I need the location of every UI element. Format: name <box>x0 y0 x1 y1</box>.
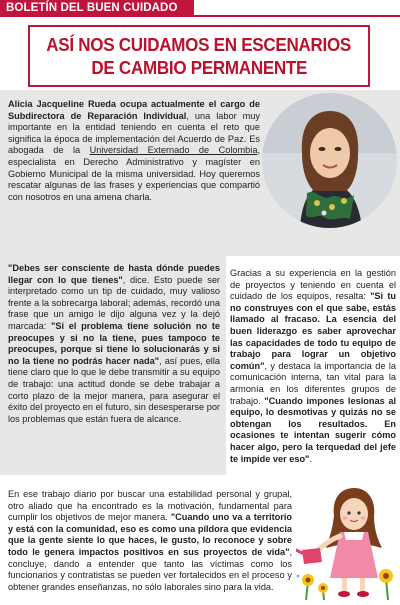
gardening-girl-illustration <box>296 478 400 600</box>
intro-text-1: , una labor muy importante en la entidad teniendo en cuenta el reto que significa la época de implementación del Acuerdo de Paz. Es abogada de la <box>8 110 261 156</box>
bottom-text-1: En ese trabajo diario por buscar una estabilidad personal y grupal, otro aliado que ha encontrado es la motivación, fundamental para cumplir los objetivos de mejor manera. <box>8 489 292 523</box>
title-line-1: ASÍ NOS CUIDAMOS EN ESCENARIOS <box>46 34 352 55</box>
left-text-1: , dice. Esto puede ser interpretado como un tip de cuidado, muy valioso frente a la sobrecarga laboral; además, recordó una frase que un amigo le dijo alguna vez y la dejó marcada: <box>8 274 220 331</box>
intro-text-2: , especialista en Derecho Administrativo y magíster en Gobierno Municipal de la misma universidad. Hoy queremos rescatar algunas de las frases y experiencias que compartió con nosotros en una amena charla. <box>8 145 260 202</box>
left-quote-1: "Debes ser consciente de hasta dónde puedes llegar con lo que tienes" <box>8 263 220 285</box>
right-column <box>230 268 396 465</box>
right-text-3: . <box>309 453 312 464</box>
bottom-paragraph <box>8 489 292 593</box>
intro-bold: Alicia Jacqueline Rueda ocupa actualmente el cargo de Subdirectora de Reparación Individual <box>8 99 260 121</box>
portrait-photo <box>262 93 397 228</box>
right-quote-1: "Si tu no construyes con el que sabe, estás llamado al fracaso. La esencia del buen liderazgo es saber aprovechar las capacidades de todo tu equipo de trabajo para lograr un objetivo común" <box>230 291 396 371</box>
header-rule <box>194 15 400 17</box>
bottom-quote: "Cuando uno va a territorio y está con la comunidad, eso es como una píldora que evidencia que la gente siente lo que haces, le gusto, lo reconoce y sobre todo le genera impactos positivos en sus proyectos de vida" <box>8 512 293 557</box>
title-line-2: DE CAMBIO PERMANENTE <box>91 57 307 78</box>
left-column <box>8 263 220 425</box>
right-quote-2: "Cuando impones lesionas al equipo, lo desmotivas y quizás no se obtengan los resultados. En ocasiones te intentan sugerir cómo hacer algo, pero la terquedad del jefe te impide ver eso" <box>230 395 396 464</box>
bottom-text-2: , concluye, dando a entender que tanto las víctimas como los funcionarios y contratistas se pueden ver fortalecidos en el proceso y obtener grandes enseñanzas, no sólo laborales sino para la vida. <box>8 546 292 592</box>
left-text-2: , así pues, ella tiene claro que lo que le debe transmitir a su equipo de trabajo: una actitud donde se debe trabajar a corto plazo de la mejor manera, para asegurar el éxito del proyecto en el futuro, sin desesperarse por los problemas que están fuera de alcance. <box>8 355 220 424</box>
university-link-text: Universidad Externado de Colombia <box>89 145 258 156</box>
left-quote-2: "Si el problema tiene solución no te preocupes y si no la tiene, pues tampoco te preocupes, porque si tiene lo solucionarás y si no la tiene no podrás hacer nada" <box>8 320 220 366</box>
bulletin-header <box>0 0 400 17</box>
right-text-1: Gracias a su experiencia en la gestión de proyectos y teniendo en cuenta el cuidado de los equipos, resalta: <box>230 268 396 302</box>
right-text-2: , y destaca la importancia de la comunicación interna, tan vital para la armonía en los diferentes grupos de trabajo. <box>230 360 396 406</box>
article-title-box <box>28 25 370 87</box>
bulletin-label: BOLETÍN DEL BUEN CUIDADO <box>0 0 194 17</box>
intro-paragraph <box>8 99 260 203</box>
